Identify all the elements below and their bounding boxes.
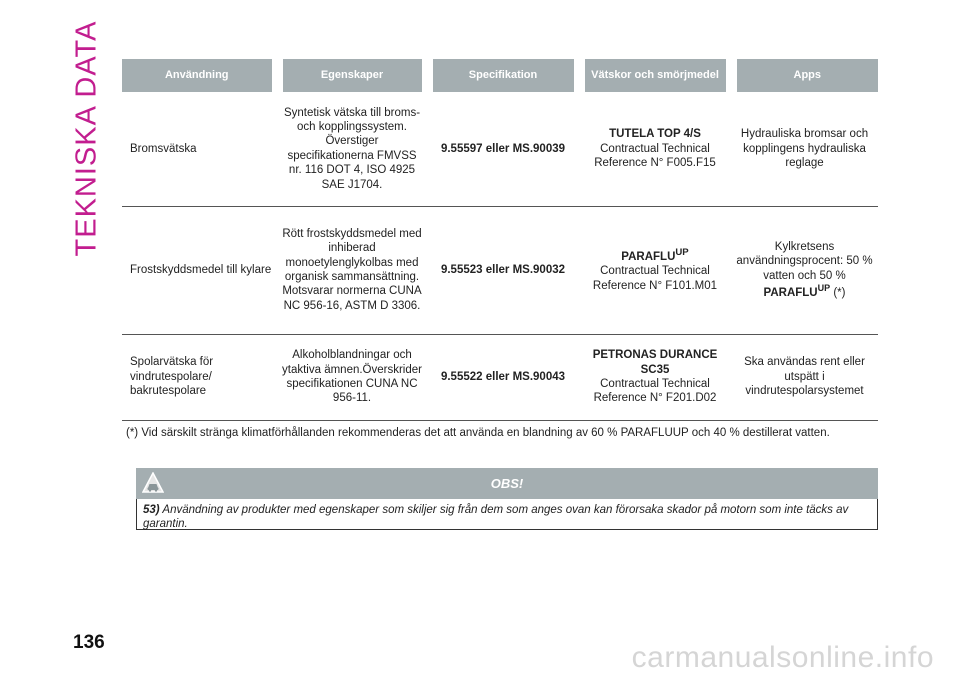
cell-usage: Bromsvätska: [122, 92, 277, 206]
table-row: [122, 334, 878, 420]
cell-properties: Syntetisk vätska till broms- och kopplingssystem. Överstiger specifikationerna FMVSS nr. 116 DOT 4, ISO 4925 SAE J1704.: [277, 92, 427, 206]
fluid-name: PETRONAS DURANCE SC35: [592, 349, 718, 376]
fluid-reference: Contractual Technical Reference N° F101.M01: [592, 265, 718, 292]
apps-text: Kylkretsens användningsprocent: 50 % vatten och 50 %: [736, 240, 873, 282]
obs-reference: 53): [143, 504, 160, 516]
cell-fluid: [579, 206, 731, 334]
cell-properties: Rött frostskyddsmedel med inhiberad monoetylenglykolbas med organisk sammansättning. Motsvarar normerna CUNA NC 956-16, ASTM D 3306.: [277, 206, 427, 334]
cell-usage: Spolarvätska för vindrutespolare/ bakrutespolare: [122, 334, 277, 420]
cell-apps: [731, 206, 878, 334]
apps-brand: $PARAFLU^{UP}$: [763, 282, 831, 299]
cell-specification: 9.55522 eller MS.90043: [427, 334, 579, 420]
cell-specification: 9.55597 eller MS.90039: [427, 92, 579, 206]
fluid-name: $PARAFLU^{UP}$: [621, 247, 689, 263]
cell-specification: 9.55523 eller MS.90032: [427, 206, 579, 334]
page-number: 136: [73, 632, 105, 653]
cell-fluid: [579, 92, 731, 206]
header-fluids: Vätskor och smörjmedel: [579, 59, 731, 92]
obs-header: [136, 468, 878, 499]
cell-usage: Frostskyddsmedel till kylare: [122, 206, 277, 334]
fluid-reference: Contractual Technical Reference N° F005.F15: [594, 142, 716, 169]
header-usage: Användning: [122, 59, 277, 92]
table-row: [122, 92, 878, 206]
car-warning-icon: [142, 472, 164, 494]
table-header-row: [122, 59, 878, 92]
cell-apps: Hydrauliska bromsar och kopplingens hydrauliska reglage: [731, 92, 878, 206]
header-specification: Specifikation: [427, 59, 579, 92]
obs-body: [136, 499, 878, 530]
header-properties: Egenskaper: [277, 59, 427, 92]
table-row: [122, 206, 878, 334]
fluids-table: [122, 59, 878, 421]
cell-fluid: [579, 334, 731, 420]
cell-apps: Ska användas rent eller utspätt i vindrutespolarsystemet: [731, 334, 878, 420]
apps-suffix: (*): [830, 286, 846, 299]
obs-text: Användning av produkter med egenskaper som skiljer sig från dem som anges ovan kan förorsaka skador på motorn som inte täcks av garantin.: [143, 504, 849, 531]
obs-notice: [136, 468, 878, 530]
watermark: carmanualsonline.info: [631, 641, 934, 674]
cell-properties: Alkoholblandningar och ytaktiva ämnen.Överskrider specifikationen CUNA NC 956-11.: [277, 334, 427, 420]
fluid-reference: Contractual Technical Reference N° F201.D02: [593, 378, 717, 405]
footnote: (*) Vid särskilt stränga klimatförhållanden rekommenderas det att använda en blandning av 60 % PARAFLUUP och 40 % destillerat vatten.: [126, 427, 830, 439]
section-title: TEKNISKA DATA: [70, 20, 103, 256]
obs-title: OBS!: [490, 476, 524, 491]
fluid-name: TUTELA TOP 4/S: [609, 128, 701, 141]
header-apps: Apps: [731, 59, 878, 92]
